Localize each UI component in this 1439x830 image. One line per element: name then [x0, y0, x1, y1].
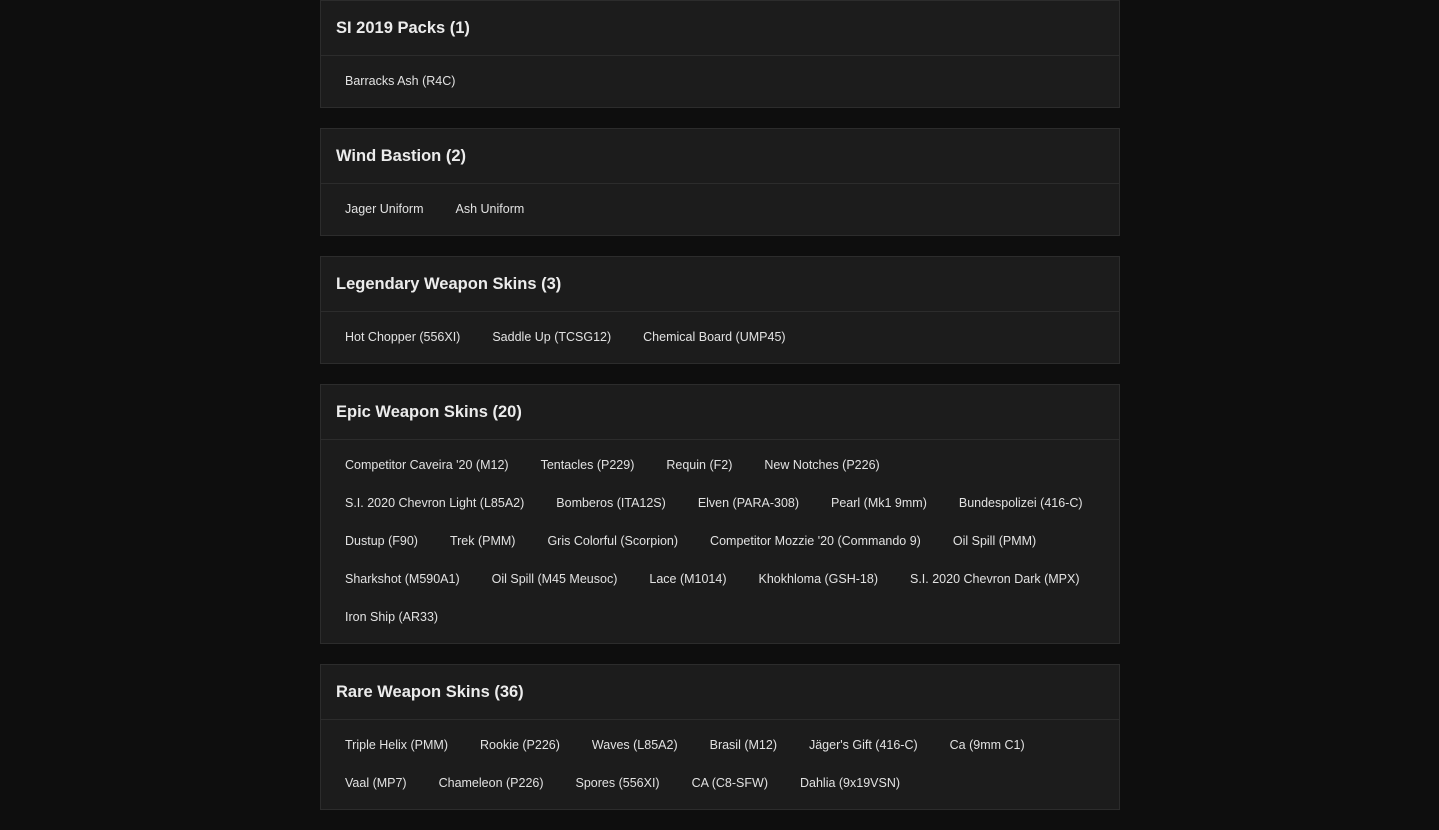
item[interactable]: Waves (L85A2): [591, 738, 678, 752]
section-items: [321, 184, 1119, 235]
section-rare-weapon-skins: [320, 664, 1120, 810]
item[interactable]: Elven (PARA-308): [697, 496, 800, 510]
item[interactable]: S.I. 2020 Chevron Dark (MPX): [910, 572, 1080, 586]
item[interactable]: Pearl (Mk1 9mm): [831, 496, 927, 510]
section-legendary-weapon-skins: [320, 256, 1120, 364]
item[interactable]: Gris Colorful (Scorpion): [547, 534, 679, 548]
section-title: Rare Weapon Skins (36): [321, 665, 1119, 720]
item[interactable]: Requin (F2): [666, 458, 733, 472]
item[interactable]: Jager Uniform: [345, 202, 424, 216]
item[interactable]: Saddle Up (TCSG12): [492, 330, 612, 344]
item[interactable]: Vaal (MP7): [345, 776, 407, 790]
inventory-list: [320, 0, 1120, 830]
item[interactable]: Chameleon (P226): [438, 776, 544, 790]
item[interactable]: Dustup (F90): [345, 534, 418, 548]
item[interactable]: Oil Spill (PMM): [952, 534, 1037, 548]
item[interactable]: Competitor Caveira '20 (M12): [345, 458, 509, 472]
section-title: Epic Weapon Skins (20): [321, 385, 1119, 440]
item[interactable]: Rookie (P226): [480, 738, 560, 752]
section-wind-bastion: [320, 128, 1120, 236]
section-title: SI 2019 Packs (1): [321, 1, 1119, 56]
item[interactable]: Iron Ship (AR33): [345, 610, 439, 624]
section-items: [321, 720, 1119, 809]
section-title: Wind Bastion (2): [321, 129, 1119, 184]
item[interactable]: CA (C8-SFW): [691, 776, 768, 790]
item[interactable]: Triple Helix (PMM): [345, 738, 449, 752]
item[interactable]: Sharkshot (M590A1): [345, 572, 460, 586]
item[interactable]: Khokhloma (GSH-18): [758, 572, 878, 586]
item[interactable]: S.I. 2020 Chevron Light (L85A2): [345, 496, 525, 510]
item[interactable]: Ca (9mm C1): [949, 738, 1025, 752]
item[interactable]: Dahlia (9x19VSN): [799, 776, 901, 790]
item[interactable]: New Notches (P226): [764, 458, 880, 472]
section-items: [321, 440, 1119, 643]
item[interactable]: Ash Uniform: [455, 202, 525, 216]
item[interactable]: Jäger's Gift (416-C): [808, 738, 918, 752]
section-items: [321, 312, 1119, 363]
section-si-2019-packs: [320, 0, 1120, 108]
item[interactable]: Brasil (M12): [709, 738, 777, 752]
item[interactable]: Oil Spill (M45 Meusoc): [491, 572, 618, 586]
item[interactable]: Hot Chopper (556XI): [345, 330, 461, 344]
item[interactable]: Barracks Ash (R4C): [345, 74, 456, 88]
item[interactable]: Tentacles (P229): [540, 458, 635, 472]
section-items: [321, 56, 1119, 107]
item[interactable]: Bomberos (ITA12S): [556, 496, 666, 510]
item[interactable]: Spores (556XI): [575, 776, 660, 790]
section-epic-weapon-skins: [320, 384, 1120, 644]
item[interactable]: Chemical Board (UMP45): [643, 330, 786, 344]
item[interactable]: Trek (PMM): [449, 534, 516, 548]
item[interactable]: Competitor Mozzie '20 (Commando 9): [710, 534, 921, 548]
item[interactable]: Lace (M1014): [649, 572, 727, 586]
section-title: Legendary Weapon Skins (3): [321, 257, 1119, 312]
item[interactable]: Bundespolizei (416-C): [958, 496, 1083, 510]
